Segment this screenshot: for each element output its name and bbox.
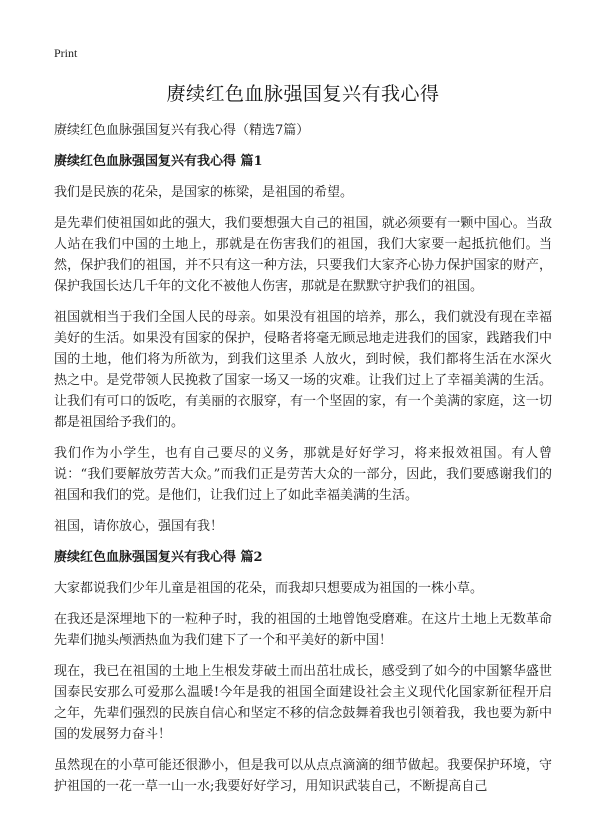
paragraph: 是先辈们使祖国如此的强大，我们要想强大自己的祖国，就必须要有一颗中国心。当敌人站在我们中国的土地上，那就是在伤害我们的祖国，我们大家要一起抵抗他们。当然，保护我们的祖国，并不只有这一种方法，只要我们大家齐心协力保护国家的财产，保护我国长达几千年的文化不被他人伤害，那就是在默默守护我们的祖国。 [54,216,552,294]
document-body [54,120,552,807]
paragraph: 现在，我已在祖国的土地上生根发芽破土而出茁壮成长，感受到了如今的中国繁华盛世国泰民安那么可爱那么温暖!今年是我的祖国全面建设社会主义现代化国家新征程开启之年，先辈们强烈的民族自信心和坚定不移的信念鼓舞着我也引领着我，我也要为新中国的发展努力奋斗！ [54,664,552,742]
print-link[interactable]: Print [54,46,78,60]
paragraph: 大家都说我们少年儿童是祖国的花朵，而我却只想要成为祖国的一株小草。 [54,581,484,596]
paragraph: 祖国，请你放心，强国有我！ [54,519,224,534]
section-2 [54,547,552,797]
document-subtitle: 赓续红色血脉强国复兴有我心得（精选7篇） [54,123,310,138]
paragraph: 我们是民族的花朵，是国家的栋梁，是祖国的希望。 [54,185,354,200]
paragraph: 在我还是深埋地下的一粒种子时，我的祖国的土地曾饱受磨难。在这片土地上无数革命先辈们抛头颅洒热血为我们建下了一个和平美好的新中国！ [54,612,552,648]
paragraph: 我们作为小学生，也有自己要尽的义务，那就是好好学习，将来报效祖国。有人曾说：“我们要解放劳苦大众。”而我们正是劳苦大众的一部分，因此，我们要感谢我们的祖国和我们的党。是他们，让我们过上了如此幸福美满的生活。 [54,446,552,503]
section-1 [54,151,552,537]
paragraph: 虽然现在的小草可能还很渺小，但是我可以从点点滴滴的细节做起。我要保护环境，守护祖国的一花一草一山一水;我要好好学习，用知识武装自己，不断提高自己 [54,758,552,794]
section-heading: 赓续红色血脉强国复兴有我心得 篇2 [54,550,263,565]
page-title: 赓续红色血脉强国复兴有我心得 [166,83,440,105]
paragraph: 祖国就相当于我们全国人民的母亲。如果没有祖国的培养，那么，我们就没有现在幸福美好的生活。如果没有国家的保护，侵略者将毫无顾忌地走进我们的国家，践踏我们中国的土地，他们将为所欲为，到我们这里杀 人放火，到时候，我们都将生活在水深火热之中。是党带领人民挽救了国家一场又一场的灾难。让我们过上了幸福美满的生活。让我们有可口的饭吃，有美丽的衣服穿，有一个坚固的家，有一个美满的家庭，这一切都是祖国给予我们的。 [54,310,552,430]
section-heading: 赓续红色血脉强国复兴有我心得 篇1 [54,154,263,169]
